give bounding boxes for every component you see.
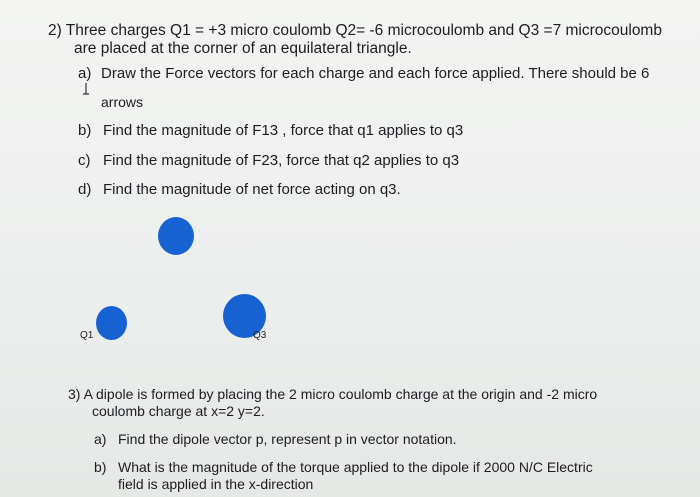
q2-item-b-text: Find the magnitude of F13 , force that q1 applies to q3: [103, 122, 464, 139]
handwritten-mark: [81, 82, 91, 98]
q2-item-a-label: a): [78, 65, 92, 82]
charge-q1-label: Q1: [80, 330, 94, 341]
q3-item-b-text: What is the magnitude of the torque applied to the dipole if 2000 N/C Electric: [118, 459, 593, 475]
q3-line1: 3) A dipole is formed by placing the 2 micro coulomb charge at the origin and -2 micro: [68, 386, 598, 402]
q3-item-a-text: Find the dipole vector p, represent p in vector notation.: [118, 431, 457, 447]
q2-item-a-text2: arrows: [101, 94, 144, 110]
q2-item-b-label: b): [78, 122, 92, 139]
q3-line2: coulomb charge at x=2 y=2.: [92, 403, 265, 419]
q2-item-c-text: Find the magnitude of F23, force that q2 applies to q3: [103, 152, 460, 169]
charge-q1-circle: [96, 306, 127, 340]
charge-q2-circle: [158, 217, 194, 255]
q3-item-b-label: b): [94, 459, 107, 475]
q3-item-b-text2: field is applied in the x-direction: [118, 476, 314, 492]
q2-item-d-text: Find the magnitude of net force acting on q3.: [103, 181, 401, 198]
q3-item-a-label: a): [94, 431, 107, 447]
q2-item-a-text: Draw the Force vectors for each charge and each force applied. There should be 6: [101, 65, 650, 82]
q2-item-c-label: c): [78, 152, 91, 169]
charge-q3-label: Q3: [253, 330, 267, 341]
q2-item-d-label: d): [78, 181, 92, 198]
q2-line2: are placed at the corner of an equilateral triangle.: [74, 40, 412, 57]
q2-line1: 2) Three charges Q1 = +3 micro coulomb Q2= -6 microcoulomb and Q3 =7 microcoulomb: [48, 22, 662, 39]
